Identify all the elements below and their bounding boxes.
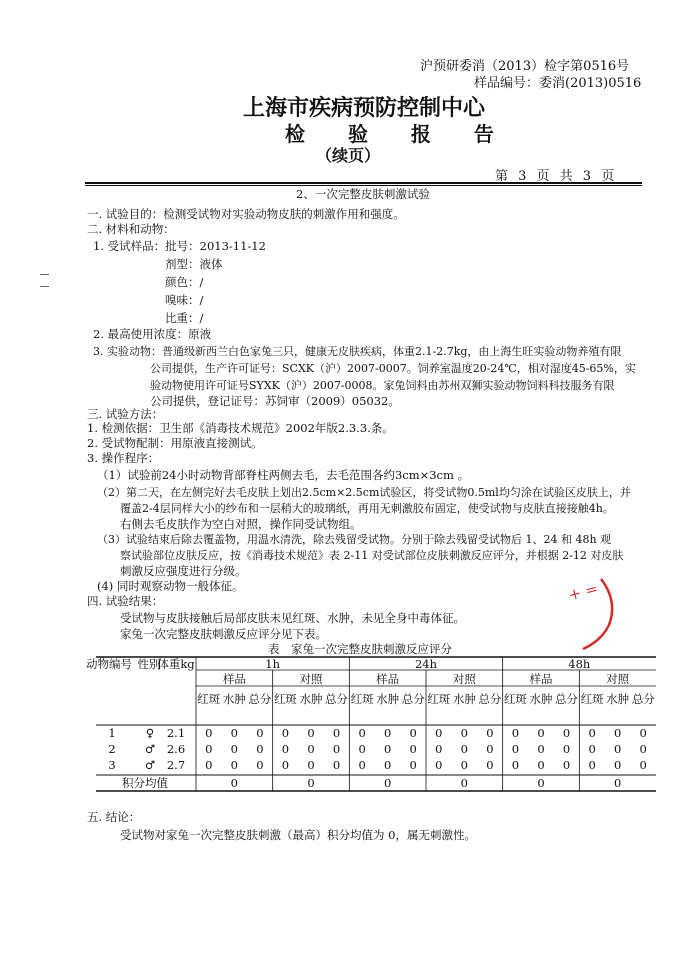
score-cell: 0 [384, 726, 392, 740]
sub-column-header: 总分 [401, 692, 425, 706]
score-cell: 0 [537, 742, 545, 756]
score-cell: 0 [537, 726, 545, 740]
procedure-step: （1）试验前24小时动物背部脊柱两侧去毛，去毛范围各约3cm×3cm 。 [97, 468, 470, 482]
score-cell: 0 [281, 742, 290, 756]
score-cell: 0 [384, 758, 392, 772]
animals-line: 验动物使用许可证号SYXK（沪）2007-0008。家兔饲料由苏州双狮实验动物饲料科技服务有限 [150, 379, 615, 392]
score-cell: 0 [614, 742, 622, 756]
score-cell: 0 [332, 742, 341, 756]
score-cell: 0 [537, 758, 545, 772]
group-header: 样品 [222, 672, 246, 686]
score-cell: 0 [205, 742, 213, 756]
score-cell: 0 [281, 726, 290, 740]
materials-heading: 二. 材料和动物： [87, 222, 175, 236]
sub-column-header: 水肿 [452, 692, 476, 706]
sample-form: 剂型：液体 [165, 257, 223, 271]
procedure-step: 察试验部位皮肤反应，按《消毒技术规范》表 2-11 对受试部位皮肤刺激反应评分，并根据 2-12 对皮肤 [120, 549, 624, 562]
sub-column-header: 总分 [478, 692, 502, 706]
mean-cell: 0 [230, 776, 238, 790]
sample-color: 颜色：/ [165, 275, 204, 289]
group-header: 对照 [606, 672, 630, 686]
score-cell: 0 [588, 742, 596, 756]
sub-column-header: 总分 [325, 692, 349, 706]
score-cell: 0 [230, 726, 238, 740]
score-cell: 0 [460, 758, 468, 772]
methods-prep: 2. 受试物配制：用原液直接测试。 [87, 436, 263, 450]
score-cell: 0 [435, 758, 443, 772]
mean-cell: 0 [614, 776, 622, 790]
score-cell: 0 [281, 758, 290, 772]
score-cell: 0 [511, 758, 520, 772]
score-cell: 0 [409, 742, 417, 756]
mean-cell: 0 [307, 776, 315, 790]
sub-column-header: 水肿 [299, 692, 323, 706]
mean-cell: 0 [384, 776, 392, 790]
sub-column-header: 红斑 [503, 692, 527, 706]
sub-column-header: 红斑 [350, 692, 374, 706]
group-header: 样品 [376, 672, 400, 686]
methods-basis: 1. 检测依据：卫生部《消毒技术规范》2002年版2.3.3.条。 [87, 421, 394, 435]
score-cell: 0 [307, 726, 315, 740]
results-line: 家兔一次完整皮肤刺激反应评分见下表。 [120, 627, 327, 641]
score-cell: 0 [639, 758, 647, 772]
sub-column-header: 红斑 [580, 692, 604, 706]
score-cell: 0 [256, 742, 264, 756]
procedure-step: (4) 同时观察动物一般体征。 [97, 579, 244, 593]
sub-column-header: 总分 [555, 692, 579, 706]
sample-smell: 嗅味：/ [165, 293, 204, 307]
score-cell: 0 [486, 758, 494, 772]
row-sex: ♂ [144, 742, 156, 756]
score-cell: 0 [205, 726, 213, 740]
score-cell: 0 [460, 742, 468, 756]
procedure-step: 右侧去毛皮肤作为空白对照，操作同受试物组。 [120, 517, 362, 531]
score-cell: 0 [384, 742, 392, 756]
row-id: 3 [108, 758, 116, 772]
period-header: 48h [568, 657, 591, 671]
score-cell: 0 [588, 758, 596, 772]
score-cell: 0 [562, 758, 571, 772]
period-header: 1h [265, 657, 281, 671]
conclusion-text: 受试物对家兔一次完整皮肤刺激（最高）积分均值为 0，属无刺激性。 [120, 828, 476, 842]
group-header: 样品 [529, 672, 553, 686]
group-header: 对照 [299, 672, 323, 686]
score-cell: 0 [511, 726, 520, 740]
report-title: 检 验 报 告 [285, 122, 512, 146]
score-cell: 0 [486, 742, 494, 756]
organization-name: 上海市疾病预防控制中心 [243, 96, 486, 121]
results-line: 受试物与皮肤接触后局部皮肤未见红斑、水肿，未见全身中毒体征。 [120, 611, 465, 625]
id-header: 动物编号 [86, 657, 132, 671]
table-caption: 表 家兔一次完整皮肤刺激反应评分 [268, 642, 452, 656]
procedure-step: 刺激反应强度进行分级。 [120, 564, 247, 578]
score-cell: 0 [639, 742, 647, 756]
score-cell: 0 [230, 758, 238, 772]
animals-line: 公司提供，生产许可证号：SCXK（沪）2007-0007。饲养室温度20-24℃，相对湿度45-65%，实 [150, 362, 636, 375]
animals-line: 公司提供，登记证号：苏饲审（2009）05032。 [150, 394, 400, 408]
row-sex: ♀ [145, 726, 155, 740]
score-cell: 0 [358, 726, 366, 740]
score-cell: 0 [358, 742, 366, 756]
sub-column-header: 红斑 [427, 692, 451, 706]
sub-column-header: 总分 [248, 692, 272, 706]
sub-column-header: 红斑 [197, 692, 221, 706]
row-id: 1 [108, 726, 116, 740]
procedure-step: （3）试验结束后除去覆盖物，用温水清洗，除去残留受试物。分别于除去残留受试物后 1、24 和 48h 观 [97, 533, 612, 546]
score-cell: 0 [460, 726, 468, 740]
annotation-text: + = [566, 579, 600, 605]
period-header: 24h [414, 657, 438, 671]
score-cell: 0 [435, 742, 443, 756]
sub-column-header: 总分 [631, 692, 655, 706]
score-cell: 0 [332, 726, 341, 740]
section-title: 2、一次完整皮肤刺激试验 [296, 187, 430, 201]
row-weight: 2.6 [166, 742, 186, 756]
score-cell: 0 [435, 726, 443, 740]
score-cell: 0 [511, 742, 520, 756]
row-id: 2 [108, 742, 116, 756]
methods-heading: 三. 试验方法： [87, 407, 164, 421]
weight-header: 体重kg [157, 657, 195, 671]
score-cell: 0 [358, 758, 366, 772]
score-cell: 0 [588, 726, 596, 740]
row-weight: 2.1 [166, 726, 186, 740]
score-cell: 0 [256, 758, 264, 772]
score-cell: 0 [639, 726, 647, 740]
mean-cell: 0 [537, 776, 545, 790]
row-weight: 2.7 [166, 758, 186, 772]
animals-line: 3. 实验动物：普通级新西兰白色家兔三只，健康无皮肤疾病，体重2.1-2.7kg，由上海生旺实验动物养殖有限 [93, 345, 622, 358]
sub-column-header: 水肿 [222, 692, 246, 706]
group-header: 对照 [452, 672, 476, 686]
conclusion-heading: 五. 结论： [87, 810, 141, 824]
report-number: 沪预研委消（2013）检字第0516号 [420, 59, 630, 74]
procedure-step: （2）第二天，在左侧完好去毛皮肤上划出2.5cm×2.5cm试验区，将受试物0.5ml均匀涂在试验区皮肤上，并 [97, 486, 631, 499]
score-cell: 0 [332, 758, 341, 772]
score-cell: 0 [614, 758, 622, 772]
score-cell: 0 [562, 726, 571, 740]
max-concentration: 2. 最高使用浓度：原液 [93, 327, 212, 341]
mean-label: 积分均值 [122, 776, 168, 790]
sample-batch: 1. 受试样品：批号：2013-11-12 [93, 239, 266, 253]
sample-density: 比重：/ [165, 311, 204, 325]
score-cell: 0 [409, 726, 417, 740]
mean-cell: 0 [460, 776, 468, 790]
sex-header: 性别 [137, 657, 161, 671]
score-cell: 0 [307, 742, 315, 756]
sample-number: 样品编号：委消(2013)0516 [474, 76, 642, 91]
score-cell: 0 [256, 726, 264, 740]
sub-column-header: 水肿 [376, 692, 400, 706]
page-indicator: 第 3 页 共 3 页 [495, 169, 618, 184]
row-sex: ♂ [144, 758, 156, 772]
purpose-text: 一. 试验目的：检测受试物对实验动物皮肤的刺激作用和强度。 [87, 207, 405, 221]
score-cell: 0 [562, 742, 571, 756]
sub-column-header: 水肿 [606, 692, 630, 706]
continued-label: （续页） [316, 146, 381, 165]
score-cell: 0 [205, 758, 213, 772]
score-cell: 0 [307, 758, 315, 772]
sub-column-header: 红斑 [273, 692, 297, 706]
results-heading: 四. 试验结果： [87, 594, 164, 608]
score-cell: 0 [409, 758, 417, 772]
score-cell: 0 [486, 726, 494, 740]
procedure-step: 覆盖2-4层同样大小的纱布和一层稍大的玻璃纸，再用无刺激胶布固定，使受试物与皮肤直接接触4h。 [120, 502, 614, 515]
sub-column-header: 水肿 [529, 692, 553, 706]
methods-procedure: 3. 操作程序： [87, 451, 160, 465]
score-cell: 0 [614, 726, 622, 740]
score-cell: 0 [230, 742, 238, 756]
